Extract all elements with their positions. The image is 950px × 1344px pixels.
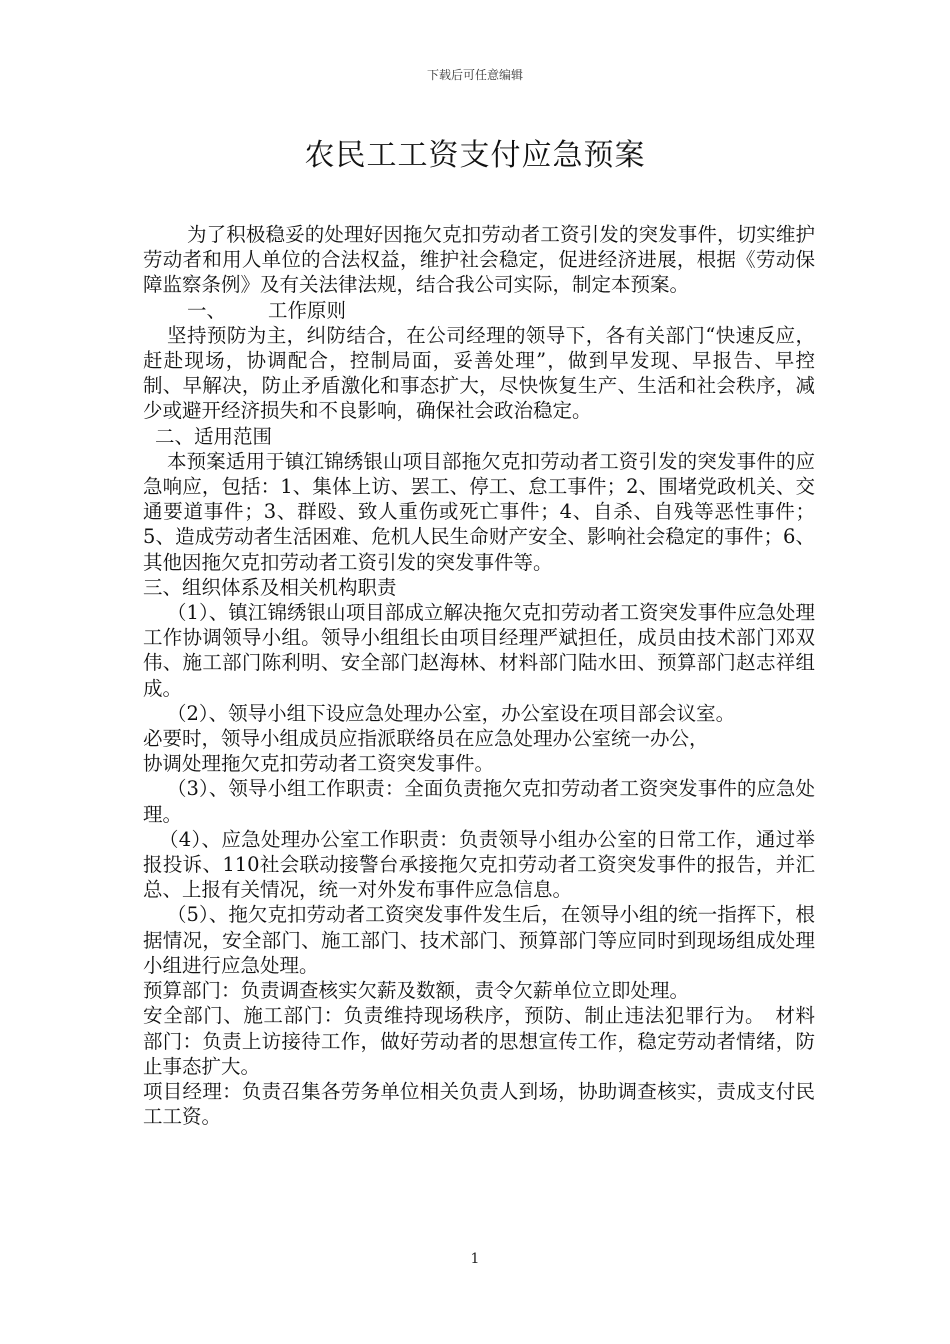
section3-item-4: （4）、应急处理办公室工作职责：负责领导小组办公室的日常工作，通过举报投诉、110社会联动接警台承接拖欠克扣劳动者工资突发事件的报告，并汇总、上报有关情况，统一对外发布事件应急信息。 [143,827,815,902]
duty-budget-dept: 预算部门：负责调查核实欠薪及数额，责令欠薪单位立即处理。 [143,979,690,1003]
section2-heading: 二、适用范围 [155,424,273,448]
duty-safety-construction-dept: 安全部门、施工部门：负责维持现场秩序，预防、制止违法犯罪行为。 材料部门：负责上访接待工作，做好劳动者的思想宣传工作，稳定劳动者情绪，防止事态扩大。 [143,1004,815,1078]
section3-heading: 三、组织体系及相关机构职责 [143,575,397,599]
section1-heading [143,298,815,323]
section1-heading-text: 工作原则 [268,298,347,322]
section3-item-5: （5）、拖欠克扣劳动者工资突发事件发生后，在领导小组的统一指挥下，根据情况，安全部门、施工部门、技术部门、预算部门等应同时到现场组成处理小组进行应急处理。 [143,903,815,977]
section3-item-1: （1）、镇江锦绣银山项目部成立解决拖欠克扣劳动者工资突发事件应急处理工作协调领导小组。领导小组组长由项目经理严斌担任，成员由技术部门邓双伟、施工部门陈利明、安全部门赵海林、材料部门陆水田、预算部门赵志祥组成。 [143,601,815,700]
document-body [143,222,815,1129]
section1-number: 一、 [187,298,227,322]
section2-paragraph: 本预案适用于镇江锦绣银山项目部拖欠克扣劳动者工资引发的突发事件的应急响应，包括：1、集体上访、罢工、停工、怠工事件；2、围堵党政机关、交通要道事件；3、群殴、致人重伤或死亡事件；4、自杀、自残等恶性事件；5、造成劳动者生活困难、危机人民生命财产安全、影响社会稳定的事件；6、其他因拖欠克扣劳动者工资引发的突发事件等。 [143,449,815,574]
section3-item-2: （2）、领导小组下设应急处理办公室，办公室设在项目部会议室。 [167,701,736,725]
section3-item-2-line3: 协调处理拖欠克扣劳动者工资突发事件。 [143,752,495,776]
section3-item-3: （3）、领导小组工作职责：全面负责拖欠克扣劳动者工资突发事件的应急处理。 [143,777,815,826]
intro-paragraph: 为了积极稳妥的处理好因拖欠克扣劳动者工资引发的突发事件，切实维护劳动者和用人单位的合法权益，维护社会稳定，促进经济进展，根据《劳动保障监察条例》及有关法律法规，结合我公司实际，制定本预案。 [143,223,815,297]
page-number: 1 [470,1251,480,1267]
duty-project-manager: 项目经理：负责召集各劳务单位相关负责人到场，协助调查核实，责成支付民工工资。 [143,1079,815,1129]
section1-paragraph: 坚持预防为主，纠防结合，在公司经理的领导下，各有关部门“快速反应，赶赴现场，协调配合，控制局面，妥善处理”，做到早发现、早报告、早控制、早解决，防止矛盾激化和事态扩大，尽快恢复生产、生活和社会秩序，减少或避开经济损失和不良影响，确保社会政治稳定。 [143,323,815,423]
header-note: 下载后可任意编辑 [426,68,523,82]
section3-item-2-line2: 必要时，领导小组成员应指派联络员在应急处理办公室统一办公， [143,727,709,751]
document-title: 农民工工资支付应急预案 [304,138,646,173]
